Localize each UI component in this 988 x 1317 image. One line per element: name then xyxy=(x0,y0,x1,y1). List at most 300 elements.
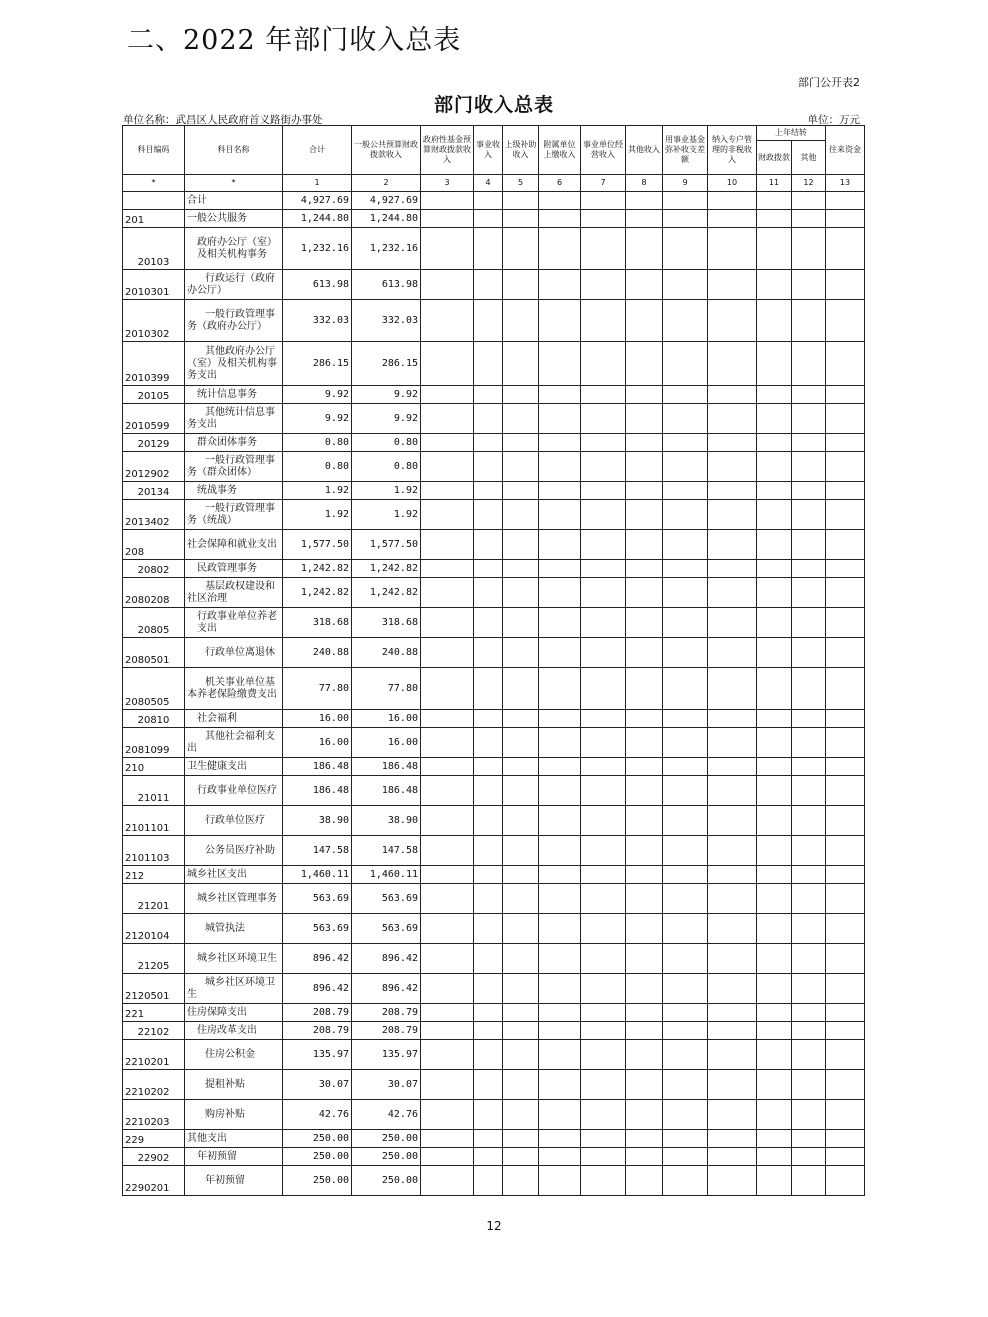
header-operating: 事业单位经营收入 xyxy=(581,126,626,175)
subject-name-cell: 其他政府办公厅（室）及相关机构事务支出 xyxy=(185,342,283,386)
empty-cell xyxy=(539,404,581,434)
empty-cell xyxy=(826,884,865,914)
empty-cell xyxy=(708,866,757,884)
empty-cell xyxy=(708,1040,757,1070)
empty-cell xyxy=(581,434,626,452)
empty-cell xyxy=(421,668,474,710)
header-gov-fund: 政府性基金预算财政拨款收入 xyxy=(421,126,474,175)
subject-name-cell: 其他社会福利支出 xyxy=(185,728,283,758)
subject-code-cell: 2080505 xyxy=(123,668,185,710)
general-budget-cell: 1,232.16 xyxy=(352,228,421,270)
header-other-income: 其他收入 xyxy=(626,126,663,175)
empty-cell xyxy=(626,434,663,452)
empty-cell xyxy=(626,914,663,944)
empty-cell xyxy=(503,1130,539,1148)
subject-name-cell: 一般公共服务 xyxy=(185,210,283,228)
total-cell: 186.48 xyxy=(283,776,352,806)
total-cell: 208.79 xyxy=(283,1022,352,1040)
subject-code-cell: 208 xyxy=(123,530,185,560)
empty-cell xyxy=(757,668,792,710)
empty-cell xyxy=(626,1166,663,1196)
header-carryover-other: 其他 xyxy=(792,141,826,175)
empty-cell xyxy=(474,300,503,342)
total-cell: 147.58 xyxy=(283,836,352,866)
general-budget-cell: 0.80 xyxy=(352,434,421,452)
subject-name-cell: 年初预留 xyxy=(185,1148,283,1166)
empty-cell xyxy=(581,1022,626,1040)
empty-cell xyxy=(708,806,757,836)
empty-cell xyxy=(421,608,474,638)
empty-cell xyxy=(826,500,865,530)
total-cell: 240.88 xyxy=(283,638,352,668)
empty-cell xyxy=(826,1004,865,1022)
empty-cell xyxy=(792,974,826,1004)
empty-cell xyxy=(792,210,826,228)
table-row xyxy=(123,866,865,884)
empty-cell xyxy=(503,638,539,668)
empty-cell xyxy=(539,500,581,530)
empty-cell xyxy=(792,758,826,776)
empty-cell xyxy=(826,578,865,608)
total-cell: 250.00 xyxy=(283,1130,352,1148)
empty-cell xyxy=(708,974,757,1004)
general-budget-cell: 208.79 xyxy=(352,1004,421,1022)
table-row xyxy=(123,728,865,758)
subject-name-cell: 其他支出 xyxy=(185,1130,283,1148)
subject-code-cell: 2210202 xyxy=(123,1070,185,1100)
empty-cell xyxy=(474,1070,503,1100)
empty-cell xyxy=(474,776,503,806)
empty-cell xyxy=(792,482,826,500)
empty-cell xyxy=(757,608,792,638)
subject-name-cell: 行政单位离退休 xyxy=(185,638,283,668)
index-cell: 6 xyxy=(539,175,581,192)
empty-cell xyxy=(792,836,826,866)
empty-cell xyxy=(539,638,581,668)
empty-cell xyxy=(474,608,503,638)
empty-cell xyxy=(792,192,826,210)
total-cell: 9.92 xyxy=(283,404,352,434)
index-cell: 8 xyxy=(626,175,663,192)
empty-cell xyxy=(757,342,792,386)
empty-cell xyxy=(663,944,708,974)
empty-cell xyxy=(626,530,663,560)
total-cell: 250.00 xyxy=(283,1148,352,1166)
empty-cell xyxy=(708,434,757,452)
general-budget-cell: 1,242.82 xyxy=(352,560,421,578)
empty-cell xyxy=(421,500,474,530)
empty-cell xyxy=(626,758,663,776)
empty-cell xyxy=(626,884,663,914)
empty-cell xyxy=(421,1130,474,1148)
empty-cell xyxy=(663,1166,708,1196)
subject-code-cell: 20134 xyxy=(123,482,185,500)
total-cell: 4,927.69 xyxy=(283,192,352,210)
empty-cell xyxy=(503,386,539,404)
subject-name-cell: 社会保障和就业支出 xyxy=(185,530,283,560)
empty-cell xyxy=(708,578,757,608)
empty-cell xyxy=(708,386,757,404)
empty-cell xyxy=(626,270,663,300)
empty-cell xyxy=(421,710,474,728)
empty-cell xyxy=(503,1040,539,1070)
empty-cell xyxy=(421,974,474,1004)
empty-cell xyxy=(708,342,757,386)
empty-cell xyxy=(826,668,865,710)
subject-code-cell: 212 xyxy=(123,866,185,884)
empty-cell xyxy=(581,386,626,404)
empty-cell xyxy=(826,434,865,452)
empty-cell xyxy=(626,386,663,404)
index-cell: 11 xyxy=(757,175,792,192)
empty-cell xyxy=(792,668,826,710)
empty-cell xyxy=(421,1166,474,1196)
total-cell: 563.69 xyxy=(283,914,352,944)
total-cell: 896.42 xyxy=(283,974,352,1004)
empty-cell xyxy=(757,482,792,500)
subject-name-cell: 住房保障支出 xyxy=(185,1004,283,1022)
empty-cell xyxy=(421,728,474,758)
subject-code-cell: 20129 xyxy=(123,434,185,452)
empty-cell xyxy=(757,578,792,608)
general-budget-cell: 613.98 xyxy=(352,270,421,300)
empty-cell xyxy=(626,192,663,210)
empty-cell xyxy=(826,452,865,482)
empty-cell xyxy=(581,270,626,300)
empty-cell xyxy=(626,710,663,728)
subject-name-cell: 统战事务 xyxy=(185,482,283,500)
header-carryover-fiscal: 财政拨款 xyxy=(757,141,792,175)
empty-cell xyxy=(626,342,663,386)
table-row xyxy=(123,884,865,914)
empty-cell xyxy=(474,210,503,228)
empty-cell xyxy=(539,1004,581,1022)
subject-name-cell: 购房补贴 xyxy=(185,1100,283,1130)
empty-cell xyxy=(708,884,757,914)
index-cell: 5 xyxy=(503,175,539,192)
empty-cell xyxy=(581,1100,626,1130)
empty-cell xyxy=(539,710,581,728)
empty-cell xyxy=(708,710,757,728)
total-cell: 42.76 xyxy=(283,1100,352,1130)
empty-cell xyxy=(626,404,663,434)
empty-cell xyxy=(421,806,474,836)
empty-cell xyxy=(503,1100,539,1130)
empty-cell xyxy=(581,638,626,668)
empty-cell xyxy=(757,1130,792,1148)
empty-cell xyxy=(708,1100,757,1130)
empty-cell xyxy=(474,1022,503,1040)
subject-code-cell: 2013402 xyxy=(123,500,185,530)
header-fund-offset: 用事业基金弥补收支差额 xyxy=(663,126,708,175)
table-row xyxy=(123,192,865,210)
table-row xyxy=(123,270,865,300)
empty-cell xyxy=(626,500,663,530)
empty-cell xyxy=(708,758,757,776)
empty-cell xyxy=(708,914,757,944)
empty-cell xyxy=(421,482,474,500)
empty-cell xyxy=(539,884,581,914)
subject-name-cell: 群众团体事务 xyxy=(185,434,283,452)
subject-code-cell: 22102 xyxy=(123,1022,185,1040)
table-row xyxy=(123,944,865,974)
empty-cell xyxy=(792,228,826,270)
empty-cell xyxy=(757,914,792,944)
page-heading: 二、2022 年部门收入总表 xyxy=(127,25,462,56)
empty-cell xyxy=(503,1004,539,1022)
empty-cell xyxy=(474,1166,503,1196)
subject-name-cell: 公务员医疗补助 xyxy=(185,836,283,866)
table-row xyxy=(123,1100,865,1130)
subject-code-cell: 20103 xyxy=(123,228,185,270)
empty-cell xyxy=(539,560,581,578)
empty-cell xyxy=(539,342,581,386)
empty-cell xyxy=(663,806,708,836)
table-row xyxy=(123,530,865,560)
empty-cell xyxy=(539,434,581,452)
empty-cell xyxy=(663,638,708,668)
empty-cell xyxy=(708,404,757,434)
table-row xyxy=(123,1166,865,1196)
general-budget-cell: 42.76 xyxy=(352,1100,421,1130)
empty-cell xyxy=(626,1100,663,1130)
empty-cell xyxy=(792,578,826,608)
total-cell: 250.00 xyxy=(283,1166,352,1196)
total-cell: 1,244.80 xyxy=(283,210,352,228)
header-code: 科目编码 xyxy=(123,126,185,175)
empty-cell xyxy=(581,300,626,342)
empty-cell xyxy=(626,776,663,806)
empty-cell xyxy=(474,500,503,530)
general-budget-cell: 9.92 xyxy=(352,404,421,434)
empty-cell xyxy=(539,608,581,638)
empty-cell xyxy=(581,578,626,608)
subject-name-cell: 住房改革支出 xyxy=(185,1022,283,1040)
general-budget-cell: 563.69 xyxy=(352,884,421,914)
empty-cell xyxy=(421,434,474,452)
general-budget-cell: 318.68 xyxy=(352,608,421,638)
table-body xyxy=(123,192,865,1196)
empty-cell xyxy=(792,300,826,342)
empty-cell xyxy=(474,638,503,668)
empty-cell xyxy=(757,300,792,342)
empty-cell xyxy=(826,806,865,836)
empty-cell xyxy=(626,1022,663,1040)
empty-cell xyxy=(539,530,581,560)
empty-cell xyxy=(792,530,826,560)
empty-cell xyxy=(474,434,503,452)
total-cell: 135.97 xyxy=(283,1040,352,1070)
empty-cell xyxy=(474,1148,503,1166)
subject-name-cell: 城乡社区环境卫生 xyxy=(185,944,283,974)
subject-code-cell: 2120501 xyxy=(123,974,185,1004)
empty-cell xyxy=(581,668,626,710)
empty-cell xyxy=(626,806,663,836)
empty-cell xyxy=(663,404,708,434)
empty-cell xyxy=(792,806,826,836)
empty-cell xyxy=(708,270,757,300)
general-budget-cell: 1,460.11 xyxy=(352,866,421,884)
table-row xyxy=(123,342,865,386)
header-affiliated: 附属单位上缴收入 xyxy=(539,126,581,175)
empty-cell xyxy=(663,342,708,386)
empty-cell xyxy=(792,452,826,482)
general-budget-cell: 147.58 xyxy=(352,836,421,866)
empty-cell xyxy=(539,728,581,758)
table-row xyxy=(123,452,865,482)
empty-cell xyxy=(826,482,865,500)
empty-cell xyxy=(581,404,626,434)
empty-cell xyxy=(503,228,539,270)
empty-cell xyxy=(663,228,708,270)
empty-cell xyxy=(708,530,757,560)
empty-cell xyxy=(826,210,865,228)
empty-cell xyxy=(663,1100,708,1130)
empty-cell xyxy=(792,1100,826,1130)
empty-cell xyxy=(663,500,708,530)
empty-cell xyxy=(421,404,474,434)
empty-cell xyxy=(792,914,826,944)
empty-cell xyxy=(626,638,663,668)
empty-cell xyxy=(663,300,708,342)
empty-cell xyxy=(626,866,663,884)
empty-cell xyxy=(539,866,581,884)
empty-cell xyxy=(792,728,826,758)
empty-cell xyxy=(757,776,792,806)
empty-cell xyxy=(663,386,708,404)
general-budget-cell: 250.00 xyxy=(352,1166,421,1196)
empty-cell xyxy=(826,300,865,342)
empty-cell xyxy=(626,974,663,1004)
general-budget-cell: 208.79 xyxy=(352,1022,421,1040)
empty-cell xyxy=(663,1148,708,1166)
empty-cell xyxy=(708,228,757,270)
empty-cell xyxy=(757,434,792,452)
empty-cell xyxy=(663,1004,708,1022)
empty-cell xyxy=(474,1130,503,1148)
empty-cell xyxy=(503,728,539,758)
empty-cell xyxy=(626,1040,663,1070)
empty-cell xyxy=(503,530,539,560)
empty-cell xyxy=(826,728,865,758)
empty-cell xyxy=(503,270,539,300)
empty-cell xyxy=(826,758,865,776)
empty-cell xyxy=(757,866,792,884)
empty-cell xyxy=(663,914,708,944)
empty-cell xyxy=(757,404,792,434)
empty-cell xyxy=(708,638,757,668)
empty-cell xyxy=(474,728,503,758)
empty-cell xyxy=(503,974,539,1004)
general-budget-cell: 286.15 xyxy=(352,342,421,386)
empty-cell xyxy=(539,452,581,482)
table-row xyxy=(123,1022,865,1040)
empty-cell xyxy=(708,192,757,210)
empty-cell xyxy=(826,1100,865,1130)
empty-cell xyxy=(708,452,757,482)
empty-cell xyxy=(826,914,865,944)
total-cell: 16.00 xyxy=(283,728,352,758)
table-row xyxy=(123,608,865,638)
total-cell: 30.07 xyxy=(283,1070,352,1100)
empty-cell xyxy=(792,1040,826,1070)
subject-name-cell: 行政单位医疗 xyxy=(185,806,283,836)
header-name: 科目名称 xyxy=(185,126,283,175)
index-cell: 12 xyxy=(792,175,826,192)
table-row xyxy=(123,914,865,944)
empty-cell xyxy=(581,866,626,884)
subject-name-cell: 行政事业单位医疗 xyxy=(185,776,283,806)
header-business-income: 事业收入 xyxy=(474,126,503,175)
empty-cell xyxy=(581,884,626,914)
empty-cell xyxy=(503,1070,539,1100)
table-row xyxy=(123,386,865,404)
empty-cell xyxy=(792,1070,826,1100)
empty-cell xyxy=(826,1022,865,1040)
empty-cell xyxy=(708,728,757,758)
empty-cell xyxy=(421,1148,474,1166)
empty-cell xyxy=(474,404,503,434)
empty-cell xyxy=(826,776,865,806)
table-row xyxy=(123,560,865,578)
empty-cell xyxy=(792,404,826,434)
empty-cell xyxy=(581,1070,626,1100)
empty-cell xyxy=(792,1022,826,1040)
total-cell: 38.90 xyxy=(283,806,352,836)
empty-cell xyxy=(421,1022,474,1040)
empty-cell xyxy=(503,404,539,434)
general-budget-cell: 16.00 xyxy=(352,728,421,758)
total-cell: 563.69 xyxy=(283,884,352,914)
empty-cell xyxy=(757,1100,792,1130)
empty-cell xyxy=(626,1130,663,1148)
empty-cell xyxy=(626,452,663,482)
empty-cell xyxy=(757,500,792,530)
empty-cell xyxy=(708,668,757,710)
empty-cell xyxy=(503,192,539,210)
general-budget-cell: 896.42 xyxy=(352,944,421,974)
empty-cell xyxy=(421,228,474,270)
empty-cell xyxy=(474,452,503,482)
empty-cell xyxy=(421,1040,474,1070)
empty-cell xyxy=(421,1100,474,1130)
empty-cell xyxy=(581,728,626,758)
subject-code-cell: 210 xyxy=(123,758,185,776)
empty-cell xyxy=(663,578,708,608)
general-budget-cell: 9.92 xyxy=(352,386,421,404)
general-budget-cell: 1.92 xyxy=(352,482,421,500)
empty-cell xyxy=(757,560,792,578)
subject-code-cell: 2210203 xyxy=(123,1100,185,1130)
empty-cell xyxy=(581,210,626,228)
subject-code-cell xyxy=(123,192,185,210)
empty-cell xyxy=(503,866,539,884)
empty-cell xyxy=(626,228,663,270)
table-row xyxy=(123,758,865,776)
empty-cell xyxy=(757,192,792,210)
empty-cell xyxy=(539,386,581,404)
empty-cell xyxy=(581,944,626,974)
empty-cell xyxy=(421,210,474,228)
empty-cell xyxy=(581,192,626,210)
empty-cell xyxy=(792,608,826,638)
table-row xyxy=(123,434,865,452)
table-row xyxy=(123,806,865,836)
empty-cell xyxy=(757,1166,792,1196)
empty-cell xyxy=(826,1148,865,1166)
empty-cell xyxy=(421,944,474,974)
empty-cell xyxy=(663,210,708,228)
